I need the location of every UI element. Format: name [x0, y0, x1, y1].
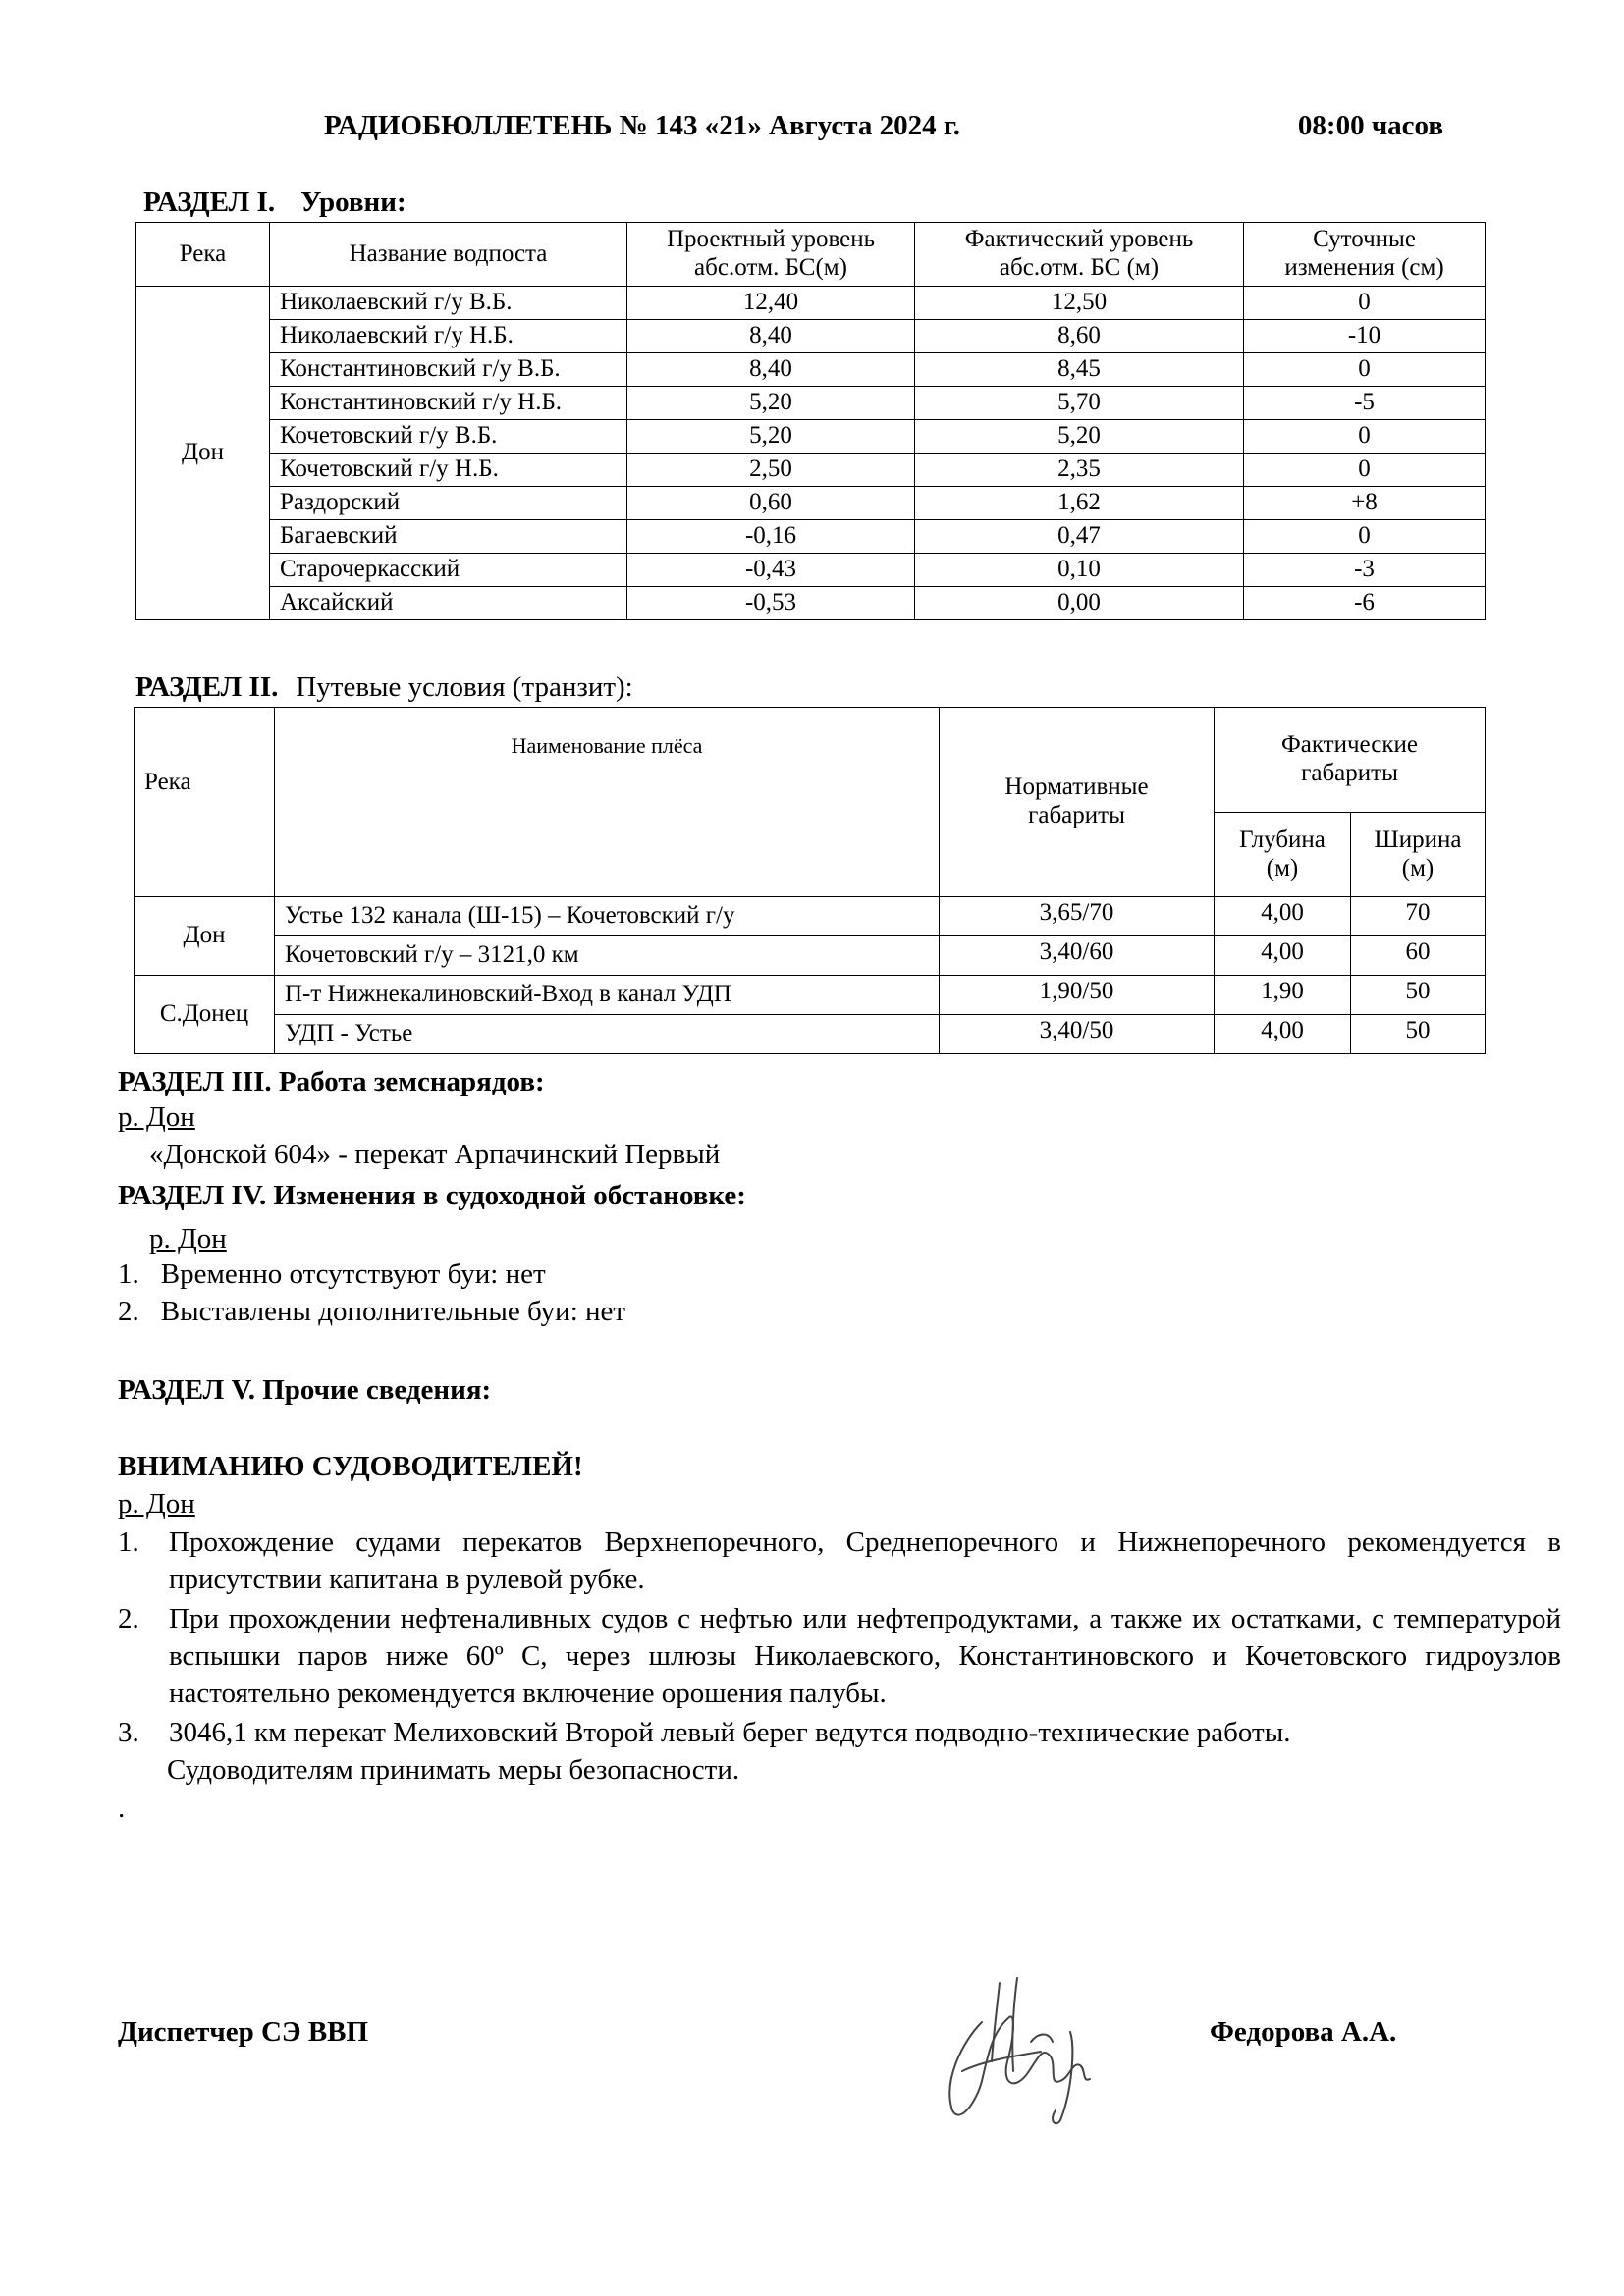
dispatcher-name: Федорова А.А.: [1210, 2016, 1397, 2048]
levels-row: [136, 353, 1486, 387]
depth-cell: 4,00: [1215, 897, 1351, 936]
gauge-cell: Багаевский: [270, 520, 627, 554]
levels-row: [136, 320, 1486, 353]
levels-row: [136, 587, 1486, 620]
daily-change-cell: 0: [1244, 420, 1486, 454]
design-level-cell: 8,40: [627, 320, 915, 353]
notice-item-3: 3. 3046,1 км перекат Мелиховский Второй левый берег ведутся подводно-технические работы. Судоводителям принимать меры безопасности.: [118, 1717, 1291, 1786]
col-daily-change: Суточные изменения (см): [1244, 223, 1486, 287]
norm-dims-cell: 3,40/50: [940, 1015, 1215, 1054]
section1-name: Уровни:: [300, 187, 406, 218]
gauge-cell: Константиновский г/у В.Б.: [270, 353, 627, 387]
design-level-cell: 2,50: [627, 454, 915, 487]
col-gauge: Название водпоста: [270, 223, 627, 287]
transit-row: [135, 976, 1486, 1015]
design-level-cell: 12,40: [627, 287, 915, 320]
daily-change-cell: +8: [1244, 487, 1486, 520]
actual-level-cell: 0,10: [915, 554, 1244, 587]
levels-row: [136, 420, 1486, 454]
daily-change-cell: -6: [1244, 587, 1486, 620]
reach-cell: Устье 132 канала (Ш-15) – Кочетовский г/у: [275, 897, 940, 936]
reach-cell: П-т Нижнекалиновский-Вход в канал УДП: [275, 976, 940, 1015]
daily-change-cell: 0: [1244, 520, 1486, 554]
col-river: Река: [135, 708, 275, 897]
section4-river: р. Дон: [149, 1223, 227, 1255]
reach-cell: Кочетовский г/у – 3121,0 км: [275, 936, 940, 976]
section3-river: р. Дон: [118, 1101, 195, 1133]
actual-level-cell: 8,45: [915, 353, 1244, 387]
section3-item: «Донской 604» - перекат Арпачинский Первый: [149, 1139, 721, 1170]
levels-row: [136, 287, 1486, 320]
col-actual-dims: Фактические габариты: [1215, 708, 1486, 813]
levels-row: [136, 520, 1486, 554]
gauge-cell: Николаевский г/у Н.Б.: [270, 320, 627, 353]
section5-river: р. Дон: [118, 1488, 195, 1520]
transit-table: [134, 707, 1486, 1054]
levels-table: [135, 222, 1486, 620]
transit-row: [135, 897, 1486, 936]
design-level-cell: -0,43: [627, 554, 915, 587]
notice-item-2: 2. При прохождении нефтеналивных судов с нефтью или нефтепродуктами, а также их остатками, с температурой вспышки паров ниже 60º С, через шлюзы Николаевского, Константиновского и Кочетовского гидроузлов настоятельно рекомендуется включение орошения палубы.: [118, 1603, 1561, 1709]
section2-name: Путевые условия (транзит):: [296, 671, 633, 703]
width-cell: 70: [1351, 897, 1486, 936]
daily-change-cell: -10: [1244, 320, 1486, 353]
reach-cell: УДП - Устье: [275, 1015, 940, 1054]
levels-row: [136, 387, 1486, 420]
width-cell: 50: [1351, 976, 1486, 1015]
section1-heading: [143, 187, 406, 219]
design-level-cell: 5,20: [627, 420, 915, 454]
section2-label: РАЗДЕЛ II.: [135, 671, 279, 703]
signature-image: [923, 1963, 1119, 2130]
gauge-cell: Николаевский г/у В.Б.: [270, 287, 627, 320]
section4-item-2: 2. Выставлены дополнительные буи: нет: [118, 1296, 626, 1327]
depth-cell: 1,90: [1215, 976, 1351, 1015]
notice-item-1: 1. Прохождение судами перекатов Верхнепоречного, Среднепоречного и Нижнепоречного рекомендуется в присутствии капитана в рулевой рубке.: [118, 1526, 1561, 1595]
levels-row: [136, 454, 1486, 487]
river-cell: Дон: [135, 897, 275, 976]
levels-row: [136, 487, 1486, 520]
gauge-cell: Константиновский г/у Н.Б.: [270, 387, 627, 420]
gauge-cell: Кочетовский г/у В.Б.: [270, 420, 627, 454]
section5-heading: РАЗДЕЛ V. Прочие сведения:: [118, 1374, 492, 1406]
gauge-cell: Кочетовский г/у Н.Б.: [270, 454, 627, 487]
depth-cell: 4,00: [1215, 1015, 1351, 1054]
section3-heading: РАЗДЕЛ III. Работа земснарядов:: [118, 1066, 545, 1097]
transit-header-row-1: [135, 708, 1486, 813]
section2-heading: [135, 671, 633, 704]
actual-level-cell: 5,20: [915, 420, 1244, 454]
bulletin-header: [324, 110, 1443, 149]
trailing-dot: .: [118, 1792, 126, 1824]
actual-level-cell: 5,70: [915, 387, 1244, 420]
actual-level-cell: 2,35: [915, 454, 1244, 487]
bulletin-time: 08:00 часов: [1297, 110, 1443, 141]
actual-level-cell: 0,47: [915, 520, 1244, 554]
daily-change-cell: 0: [1244, 353, 1486, 387]
col-depth: Глубина (м): [1215, 813, 1351, 897]
col-norm-dims: Нормативные габариты: [940, 708, 1215, 897]
attention-heading: ВНИМАНИЮ СУДОВОДИТЕЛЕЙ!: [118, 1451, 583, 1482]
actual-level-cell: 8,60: [915, 320, 1244, 353]
transit-row: [135, 936, 1486, 976]
levels-header-row: [136, 223, 1486, 287]
width-cell: 50: [1351, 1015, 1486, 1054]
transit-row: [135, 1015, 1486, 1054]
bulletin-title: РАДИОБЮЛЛЕТЕНЬ № 143 «21» Августа 2024 г.: [324, 110, 961, 141]
design-level-cell: 8,40: [627, 353, 915, 387]
river-cell: С.Донец: [135, 976, 275, 1054]
col-width: Ширина (м): [1351, 813, 1486, 897]
section1-label: РАЗДЕЛ I.: [143, 187, 276, 218]
daily-change-cell: 0: [1244, 454, 1486, 487]
levels-row: [136, 554, 1486, 587]
actual-level-cell: 1,62: [915, 487, 1244, 520]
section4-heading: РАЗДЕЛ IV. Изменения в судоходной обстановке:: [118, 1180, 746, 1211]
dispatcher-title: Диспетчер СЭ ВВП: [118, 2016, 369, 2048]
actual-level-cell: 12,50: [915, 287, 1244, 320]
col-reach: Наименование плёса: [275, 708, 940, 897]
design-level-cell: -0,53: [627, 587, 915, 620]
width-cell: 60: [1351, 936, 1486, 976]
col-river: Река: [136, 223, 270, 287]
river-cell: Дон: [136, 287, 270, 620]
daily-change-cell: -5: [1244, 387, 1486, 420]
design-level-cell: 5,20: [627, 387, 915, 420]
norm-dims-cell: 3,40/60: [940, 936, 1215, 976]
design-level-cell: 0,60: [627, 487, 915, 520]
daily-change-cell: -3: [1244, 554, 1486, 587]
gauge-cell: Аксайский: [270, 587, 627, 620]
actual-level-cell: 0,00: [915, 587, 1244, 620]
gauge-cell: Раздорский: [270, 487, 627, 520]
section4-item-1: 1. Временно отсутствуют буи: нет: [118, 1258, 546, 1290]
depth-cell: 4,00: [1215, 936, 1351, 976]
col-actual-level: Фактический уровень абс.отм. БС (м): [915, 223, 1244, 287]
daily-change-cell: 0: [1244, 287, 1486, 320]
col-design-level: Проектный уровень абс.отм. БС(м): [627, 223, 915, 287]
design-level-cell: -0,16: [627, 520, 915, 554]
norm-dims-cell: 1,90/50: [940, 976, 1215, 1015]
gauge-cell: Старочеркасский: [270, 554, 627, 587]
norm-dims-cell: 3,65/70: [940, 897, 1215, 936]
